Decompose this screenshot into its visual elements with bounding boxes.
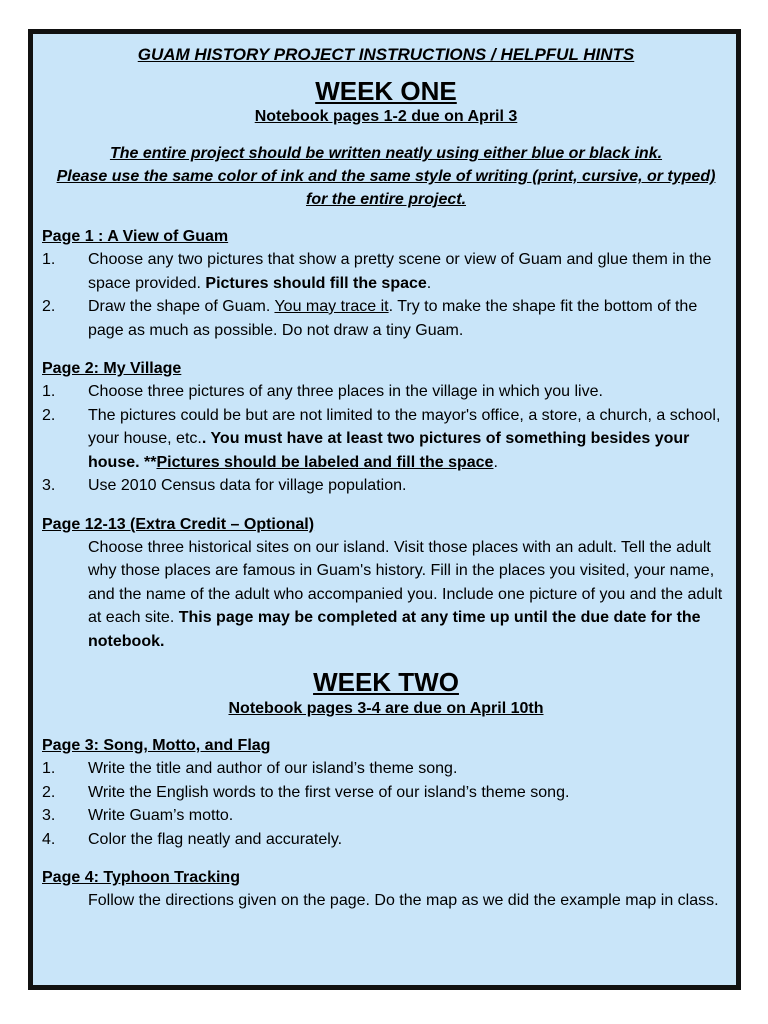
- item-text: Color the flag neatly and accurately.: [88, 830, 343, 848]
- item-number: 1.: [42, 251, 56, 268]
- week-one-due-date: Notebook pages 1-2 due on April 3: [254, 108, 518, 125]
- item-text: Use 2010 Census data for village population.: [88, 477, 407, 494]
- item-text-continued: . Try to make the shape fit the bottom of the page as much as possible. Do not draw a tiny Guam.: [88, 298, 698, 339]
- page-1-heading: Page 1 : A View of Guam: [42, 228, 229, 245]
- item-text: Write the title and author of our island’s theme song.: [88, 760, 458, 777]
- page-2-heading: Page 2: My Village: [42, 360, 182, 377]
- item-end: .: [493, 453, 498, 471]
- page-1-list: [42, 248, 730, 342]
- ink-note-line-2: Please use the same color of ink and the same style of writing (print, cursive, or typed): [56, 168, 716, 185]
- item-underlined-text: You may trace it: [274, 298, 389, 315]
- paragraph-text: Choose three historical sites on our island. Visit those places with an adult. Tell the adult why those places are famous in Guam's history. Fill in the places you visited, your name, and the name of the adult who accompanied you. Include one picture of you and the adult at each site.: [88, 538, 723, 626]
- instructions-panel: [28, 29, 741, 990]
- instructions-content: [42, 34, 730, 913]
- item-text: Write Guam’s motto.: [88, 807, 234, 824]
- item-bold-underlined-text: Pictures should be labeled and fill the space: [156, 453, 494, 471]
- list-item: [42, 404, 730, 475]
- item-number: 2.: [42, 783, 56, 801]
- week-two-heading: WEEK TWO: [313, 667, 459, 697]
- list-item: [42, 804, 730, 828]
- item-text: Write the English words to the first verse of our island’s theme song.: [88, 783, 570, 801]
- item-number: 3.: [42, 477, 56, 494]
- item-number: 4.: [42, 830, 56, 848]
- item-bold-text: Pictures should fill the space: [205, 274, 427, 292]
- paragraph-bold-text: This page may be completed at any time up until the due date for the notebook.: [88, 609, 701, 650]
- page-3-heading: Page 3: Song, Motto, and Flag: [42, 737, 271, 754]
- list-item: [42, 474, 730, 498]
- ink-note-line-1: The entire project should be written neatly using either blue or black ink.: [109, 145, 663, 162]
- item-number: 2.: [42, 298, 56, 315]
- page-2-list: [42, 380, 730, 498]
- list-item: [42, 248, 730, 295]
- item-text: The pictures could be but are not limited to the mayor's office, a store, a church, a school, your house, etc.: [88, 406, 721, 447]
- list-item: [42, 380, 730, 404]
- list-item: [42, 828, 730, 852]
- item-text: Choose three pictures of any three places in the village in which you live.: [88, 383, 603, 400]
- item-number: 3.: [42, 807, 56, 824]
- ink-instructions: [42, 142, 730, 211]
- week-one-heading: WEEK ONE: [315, 76, 457, 106]
- item-bold-text: . You must have at least two pictures of something besides your house. **: [88, 430, 690, 471]
- week-two-due-date: Notebook pages 3-4 are due on April 10th: [228, 700, 544, 717]
- item-text: Draw the shape of Guam.: [88, 298, 275, 315]
- list-item: [42, 781, 730, 805]
- list-item: [42, 757, 730, 781]
- document-title: GUAM HISTORY PROJECT INSTRUCTIONS / HELPFUL HINTS: [137, 45, 635, 64]
- page-12-13-text: [42, 536, 730, 654]
- item-number: 1.: [42, 760, 56, 777]
- list-item: [42, 295, 730, 342]
- item-text: Choose any two pictures that show a pretty scene or view of Guam and glue them in the space provided.: [88, 251, 712, 292]
- item-number: 2.: [42, 406, 56, 424]
- page-4-heading: Page 4: Typhoon Tracking: [42, 869, 240, 886]
- item-number: 1.: [42, 383, 56, 400]
- page-3-list: [42, 757, 730, 851]
- item-end: .: [426, 274, 432, 292]
- page-12-13-heading: Page 12-13 (Extra Credit – Optional): [42, 515, 315, 533]
- page-4-text: Follow the directions given on the page. Do the map as we did the example map in class.: [88, 892, 719, 909]
- ink-note-line-3: for the entire project.: [305, 191, 467, 208]
